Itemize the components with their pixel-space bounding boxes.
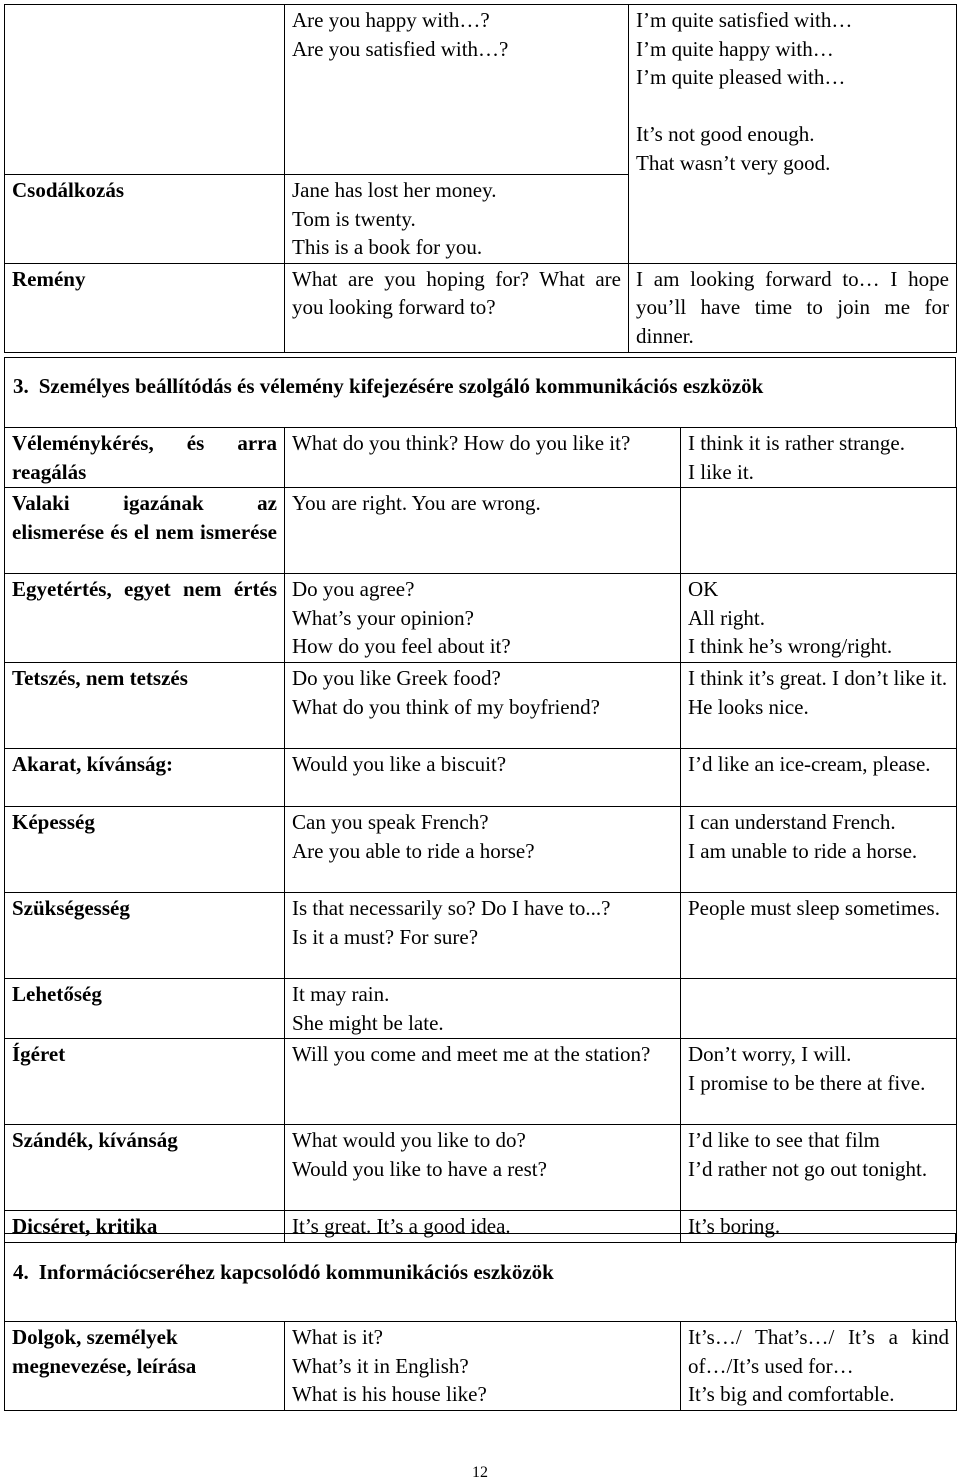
section-4-title: Információcseréhez kapcsolódó kommunikációs eszközök (38, 1260, 554, 1284)
row-responses: I’d like to see that film I’d rather not go out tonight. (681, 1125, 957, 1211)
row-questions: You are right. You are wrong. (285, 488, 681, 574)
table-row (5, 892, 957, 978)
row-responses: I think it is rather strange. I like it. (681, 428, 957, 488)
row-questions: Do you like Greek food? What do you think of my boyfriend? (285, 662, 681, 748)
table-row (5, 488, 957, 574)
row-questions: Will you come and meet me at the station? (285, 1039, 681, 1125)
section-3-number: 3. (13, 374, 29, 398)
page-number: 12 (472, 1464, 488, 1481)
row-questions: Would you like a biscuit? (285, 748, 681, 806)
row-questions: What would you like to do? Would you like to have a rest? (285, 1125, 681, 1211)
row-questions: It may rain. She might be late. (285, 978, 681, 1038)
row-responses: I can understand French. I am unable to ride a horse. (681, 806, 957, 892)
row-responses: I think it’s great. I don’t like it. He looks nice. (681, 662, 957, 748)
row-label: Egyetértés, egyet nem értés (5, 574, 285, 663)
section-4-heading-box (4, 1233, 956, 1322)
row-responses: I’d like an ice-cream, please. (681, 748, 957, 806)
row-label: Remény (5, 263, 285, 352)
table-row (5, 978, 957, 1038)
row-label: Szándék, kívánság (5, 1125, 285, 1211)
table-row (5, 574, 957, 663)
row-label (5, 5, 285, 175)
table-row (5, 5, 957, 175)
row-responses: OK All right. I think he’s wrong/right. (681, 574, 957, 663)
opinion-table (4, 427, 957, 1243)
row-questions: It’s great. It’s a good idea. (285, 1211, 681, 1243)
info-table (4, 1321, 957, 1411)
section-4-number: 4. (13, 1260, 29, 1284)
row-label: Csodálkozás (5, 175, 285, 264)
top-table (4, 4, 957, 353)
row-label: Akarat, kívánság: (5, 748, 285, 806)
row-responses: It’s…/ That’s…/ It’s a kind of…/It’s used for… It’s big and comfortable. (681, 1322, 957, 1411)
row-responses: People must sleep sometimes. (681, 892, 957, 978)
row-label: Szükségesség (5, 892, 285, 978)
row-questions: What are you hoping for? What are you looking forward to? (285, 263, 629, 352)
row-label: Valaki igazának az elismerése és el nem ismerése (5, 488, 285, 574)
table-row (5, 662, 957, 748)
table-row (5, 806, 957, 892)
row-label: Véleménykérés, és arra reagálás (5, 428, 285, 488)
row-questions: What do you think? How do you like it? (285, 428, 681, 488)
table-row (5, 428, 957, 488)
row-questions: Jane has lost her money. Tom is twenty. This is a book for you. (285, 175, 629, 264)
table-row (5, 1039, 957, 1125)
table-row (5, 1125, 957, 1211)
row-label: Dicséret, kritika (5, 1211, 285, 1243)
row-questions: Is that necessarily so? Do I have to...? Is it a must? For sure? (285, 892, 681, 978)
section-3-heading (5, 358, 956, 428)
row-responses: I’m quite satisfied with… I’m quite happy with… I’m quite pleased with… It’s not good enough. That wasn’t very good. (629, 5, 957, 264)
row-responses: It’s boring. (681, 1211, 957, 1243)
row-responses: I am looking forward to… I hope you’ll have time to join me for dinner. (629, 263, 957, 352)
section-4-heading (5, 1234, 956, 1322)
row-label: Dolgok, személyek megnevezése, leírása (5, 1322, 285, 1411)
row-label: Ígéret (5, 1039, 285, 1125)
section-3-heading-box (4, 357, 956, 428)
row-questions: What is it? What’s it in English? What is his house like? (285, 1322, 681, 1411)
row-responses (681, 978, 957, 1038)
table-row (5, 748, 957, 806)
section-3-title: Személyes beállítódás és vélemény kifejezésére szolgáló kommunikációs eszközök (38, 374, 764, 398)
row-label: Lehetőség (5, 978, 285, 1038)
row-questions: Do you agree? What’s your opinion? How do you feel about it? (285, 574, 681, 663)
row-responses: Don’t worry, I will. I promise to be there at five. (681, 1039, 957, 1125)
table-row (5, 263, 957, 352)
row-questions: Can you speak French? Are you able to ride a horse? (285, 806, 681, 892)
table-row (5, 1322, 957, 1411)
row-label: Képesség (5, 806, 285, 892)
row-questions: Are you happy with…? Are you satisfied with…? (285, 5, 629, 175)
row-responses (681, 488, 957, 574)
row-label: Tetszés, nem tetszés (5, 662, 285, 748)
